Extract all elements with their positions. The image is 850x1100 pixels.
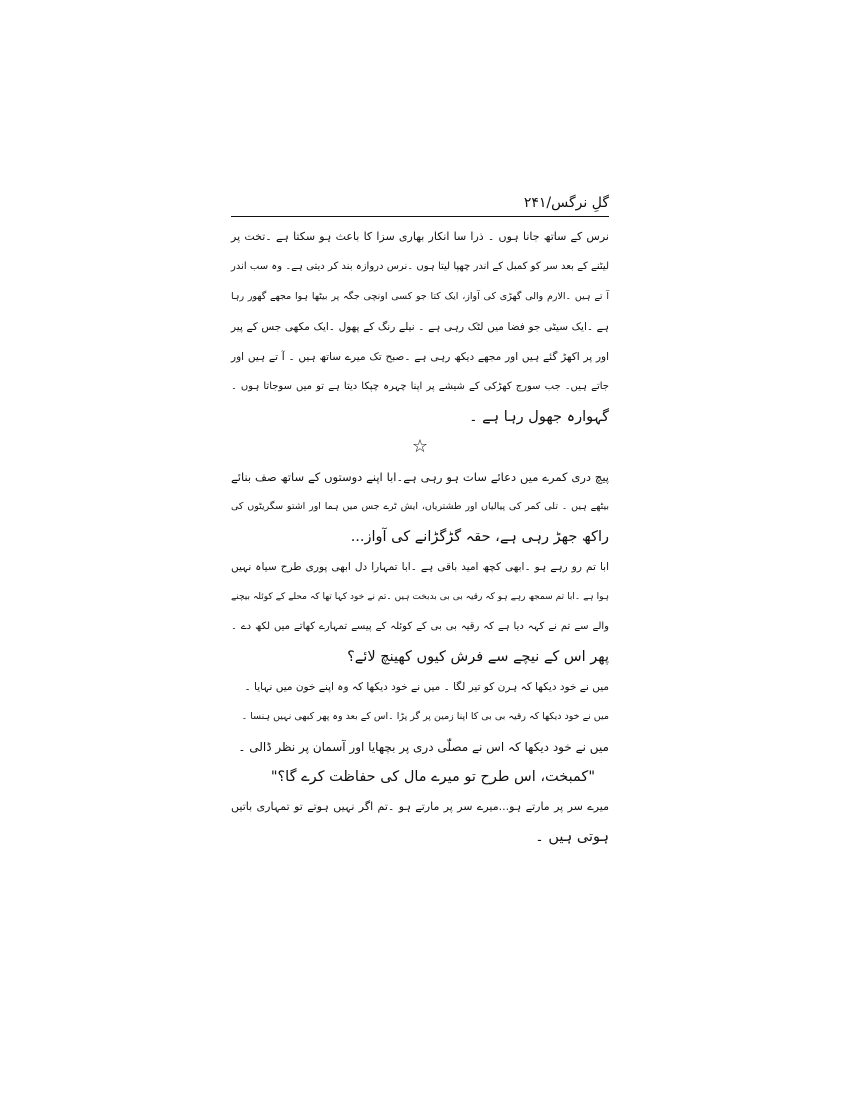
text-line: ہوتی ہیں ۔ (535, 829, 609, 845)
text-line: ابا تم رو رہے ہو ۔ابھی کچھ امید باقی ہے ۔ابا تمہارا دل ابھی پوری طرح سیاہ نہیں (231, 561, 609, 573)
page-body (231, 222, 609, 852)
text-line: پھر اس کے نیچے سے فرش کیوں کھینچ لائے؟ (347, 649, 609, 665)
running-title: گلِ نرگس/۲۴۱ (523, 195, 609, 211)
text-line: آ تے ہیں ۔الارم والی گھڑی کی آواز، ایک کتا جو کسی اونچی جگہ پر بیٹھا ہوا مجھے گھور رہا (231, 291, 609, 302)
text-line: گہوارہ جھول رہا ہے ۔ (469, 409, 609, 425)
quoted-line: "کمبخت، اس طرح تو میرے مال کی حفاظت کرے گا؟" (270, 769, 595, 785)
text-line: لیٹنے کے بعد سر کو کمبل کے اندر چھپا لیتا ہوں ۔نرس دروازہ بند کر دیتی ہے۔ وہ سب اندر (231, 261, 609, 272)
text-line: ہے ۔ایک سیٹی جو فضا میں لٹک رہی ہے ۔ نیلے رنگ کے پھول ۔ایک مکھی جس کے پیر (231, 321, 609, 333)
text-line: پیچ دری کمرے میں دعائے سات ہو رہی ہے۔ابا اپنے دوستوں کے ساتھ صف بنائے (231, 470, 609, 484)
text-line: بیٹھے ہیں ۔ تلی کمر کی پیالیاں اور طشتریاں، ایش ٹرے جس میں ہما اور اشتو سگریٹوں کی (231, 501, 609, 512)
header-rule (231, 216, 609, 217)
text-line: نرس کے ساتھ جانا ہوں ۔ ذرا سا انکار بھاری سزا کا باعث ہو سکتا ہے ۔تخت پر (231, 230, 609, 243)
text-line: میرے سر پر مارتے ہو...میرے سر پر مارتے ہو ۔تم اگر نہیں ہوتے تو تمہاری باتیں (231, 800, 609, 813)
section-break-star-icon: ☆ (411, 436, 429, 457)
text-line: ہوا ہے ۔ابا تم سمجھ رہے ہو کہ رقیہ بی بی بدبخت ہیں ۔تم نے خود کہا تھا کہ محلے کے کوئلہ بیچنے (231, 592, 609, 602)
text-line: میں نے خود دیکھا کہ اس نے مصلّٰی دری پر بچھایا اور آسمان پر نظر ڈالی ۔ (238, 740, 609, 754)
text-line: جاتے ہیں۔ جب سورج کھڑکی کے شیشے پر اپنا چہرہ چپکا دیتا ہے تو میں سوجاتا ہوں ۔ (231, 381, 609, 392)
page-header (231, 194, 609, 214)
text-line: اور پر اکھڑ گئے ہیں اور مجھے دیکھ رہی ہے ۔صبح تک میرے ساتھ ہیں ۔ آ تے ہیں اور (231, 351, 609, 363)
text-line: میں نے خود دیکھا کہ ہرن کو تیر لگا ۔ میں نے خود دیکھا کہ وہ اپنے خون میں نہایا ۔ (244, 681, 609, 693)
text-line: والے سے تم نے کہہ دیا ہے کہ رقیہ بی بی کے کوئلہ کے پیسے تمہارے کھاتے میں لکھ دے ۔ (231, 621, 609, 632)
text-line: راکھ جھڑ رہی ہے، حقہ گڑگڑانے کی آواز... (350, 529, 609, 545)
text-line: میں نے خود دیکھا کہ رقیہ بی بی کا اپنا زمین پر گر پڑا ۔اس کے بعد وہ پھر کبھی نہیں ہنسا ۔ (241, 711, 609, 722)
